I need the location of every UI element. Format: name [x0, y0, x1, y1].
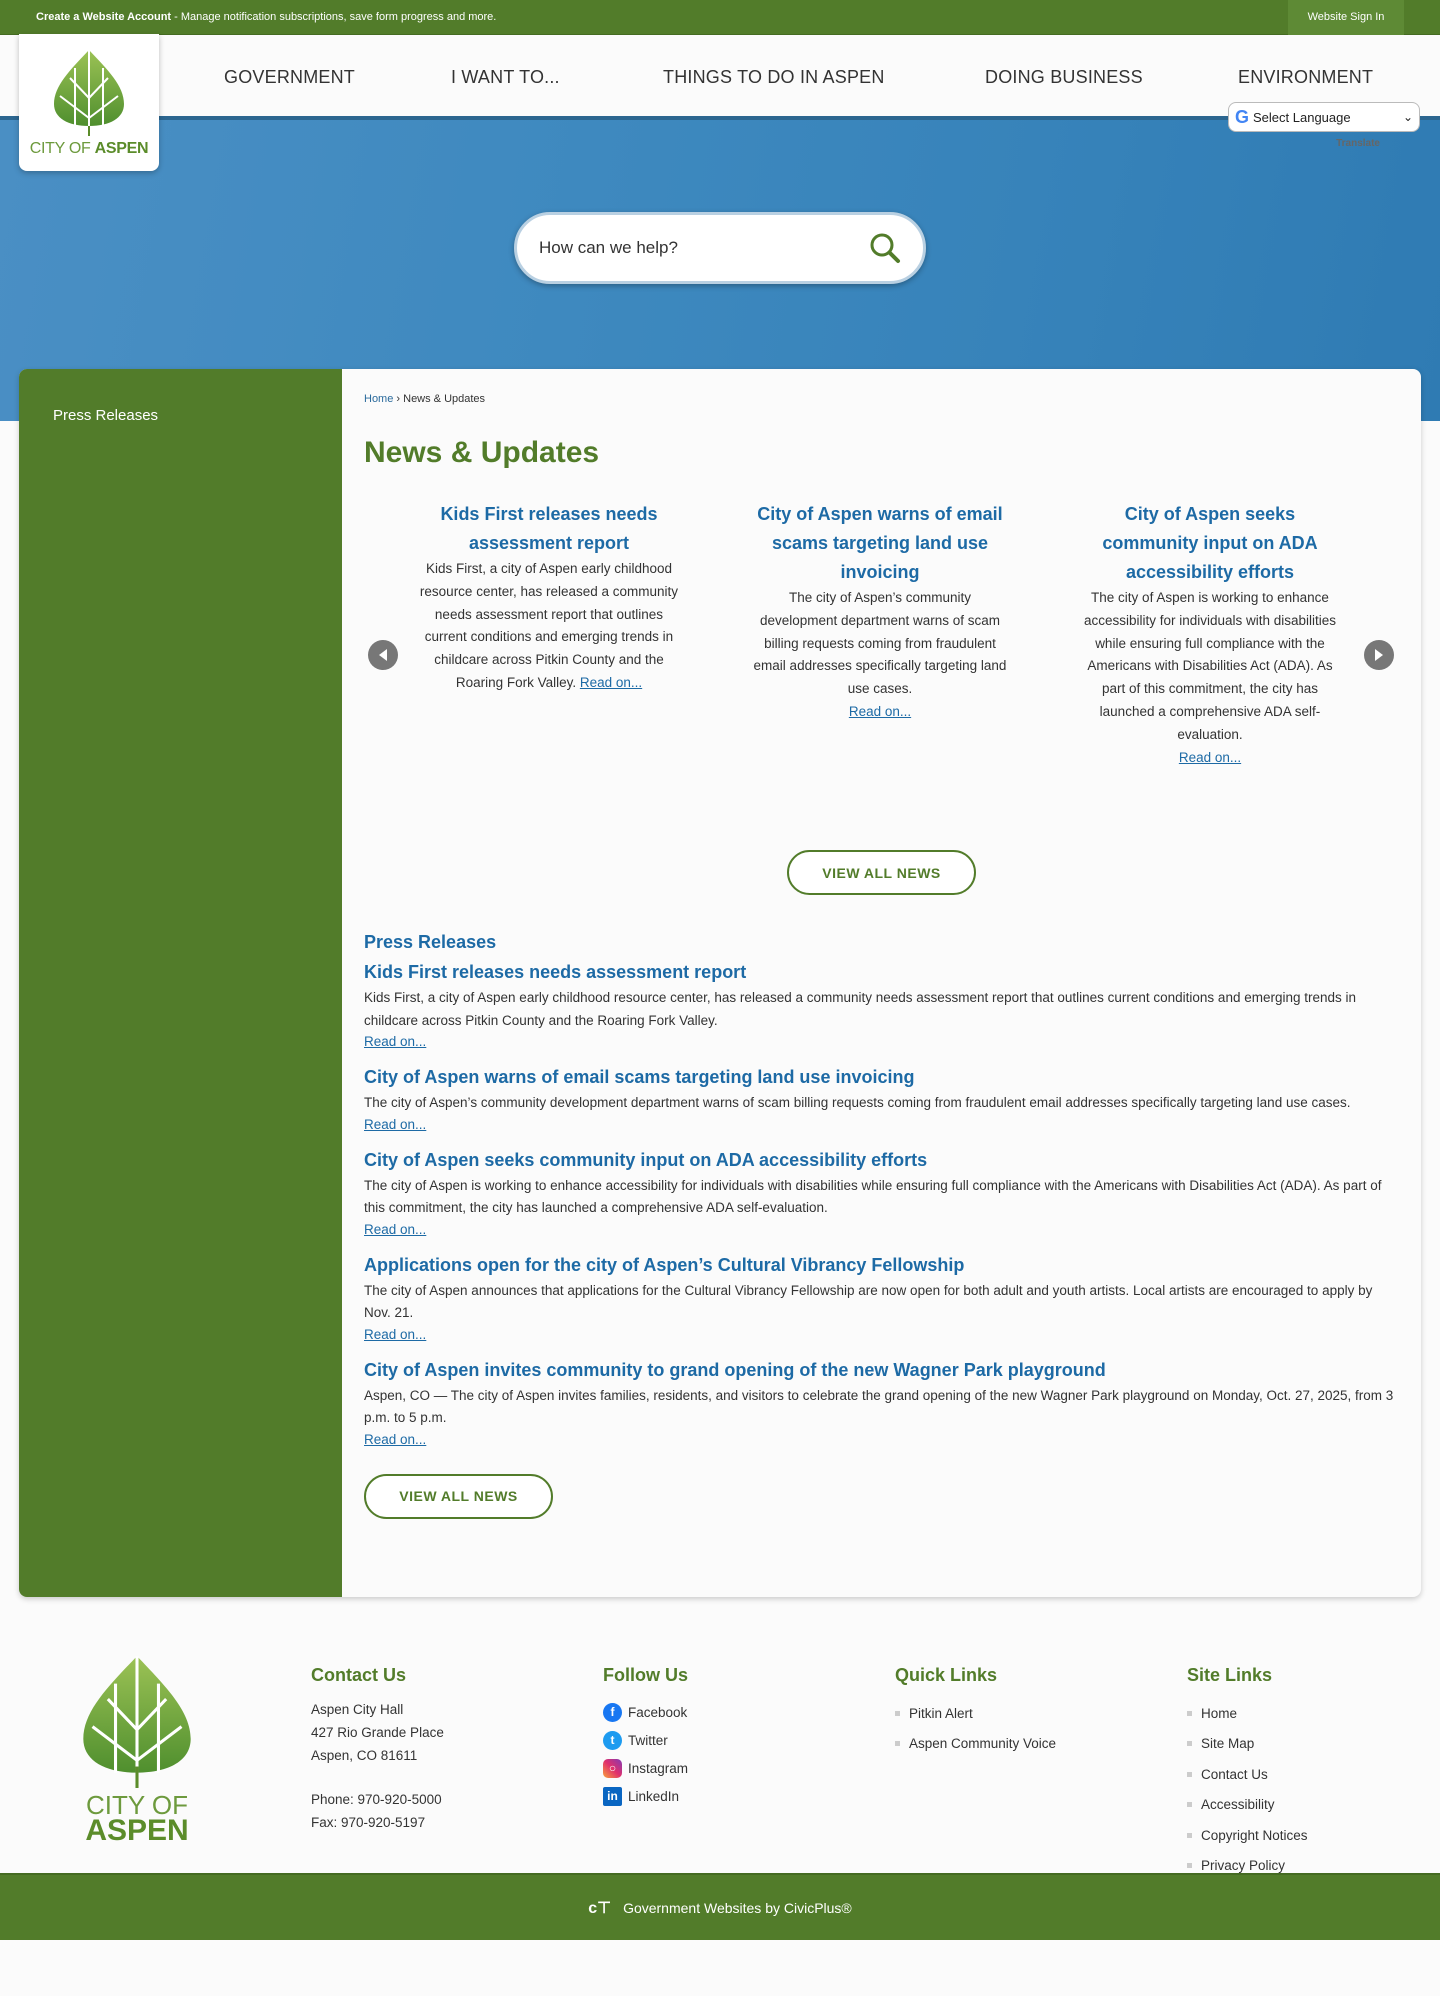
search-icon[interactable]: [869, 232, 901, 264]
social-linkedin[interactable]: in LinkedIn: [603, 1782, 688, 1810]
view-all-news-button-bottom[interactable]: VIEW ALL NEWS: [364, 1474, 553, 1519]
carousel-slide: [418, 500, 680, 695]
nav-doing-business[interactable]: DOING BUSINESS: [985, 67, 1143, 87]
civicplus-bar: [0, 1873, 1440, 1940]
footer-follow-heading: Follow Us: [603, 1665, 688, 1685]
read-on-link[interactable]: Read on...: [364, 1116, 427, 1132]
slide-body: The city of Aspen is working to enhance accessibility for individuals with disabilities while ensuring full compliance with the Americans with Disabilities Act (ADA). As part of this commitment, the city has launched a comprehensive ADA self-evaluation. Read on...: [1083, 590, 1337, 765]
site-search[interactable]: [514, 212, 926, 284]
carousel-slide: [749, 500, 1011, 724]
slide-body: Kids First, a city of Aspen early childhood resource center, has released a community needs assessment report that outlines current conditions and emerging trends in childcare across Pitkin County and the Roaring Fork Valley. Read on...: [419, 561, 679, 690]
instagram-icon: ○: [603, 1759, 622, 1778]
read-on-link[interactable]: Read on...: [364, 1221, 427, 1237]
aspen-leaf-icon: [50, 48, 128, 136]
press-release-item: [364, 959, 1399, 1052]
sidebar-item-press-releases[interactable]: Press Releases: [53, 407, 159, 424]
site-footer: [0, 1597, 1440, 1873]
chevron-down-icon: ⌄: [1402, 110, 1413, 124]
breadcrumb-home[interactable]: Home: [364, 393, 394, 405]
press-release-body: The city of Aspen is working to enhance accessibility for individuals with disabilities while ensuring full compliance with the Americans with Disabilities Act (ADA). As part of this commitment, the city has launched a comprehensive ADA self-evaluation.: [364, 1177, 1382, 1215]
read-on-link[interactable]: Read on...: [579, 674, 643, 690]
nav-i-want-to[interactable]: I WANT TO...: [451, 67, 560, 87]
twitter-icon: t: [603, 1731, 622, 1750]
account-description: - Manage notification subscriptions, save form progress and more.: [171, 11, 497, 23]
social-twitter[interactable]: t Twitter: [603, 1726, 688, 1754]
carousel-next-button[interactable]: [1364, 640, 1394, 670]
footer-quick-links-heading: Quick Links: [895, 1665, 998, 1685]
slide-title[interactable]: City of Aspen seeks community input on ADA accessibility efforts: [1102, 504, 1318, 582]
footer-contact-heading: Contact Us: [311, 1665, 407, 1685]
press-release-body: Kids First, a city of Aspen early childhood resource center, has released a community needs assessment report that outlines current conditions and emerging trends in childcare across Pitkin County and the Roaring Fork Valley.: [364, 990, 1357, 1028]
breadcrumb: [364, 393, 1399, 405]
language-select-label: Select Language: [1253, 109, 1351, 125]
press-release-item: [364, 1357, 1399, 1450]
press-release-title[interactable]: Kids First releases needs assessment report: [364, 962, 747, 982]
sign-in-button[interactable]: Website Sign In: [1288, 0, 1404, 35]
contact-phone: Phone: 970-920-5000: [311, 1792, 442, 1807]
news-carousel: [364, 500, 1399, 848]
search-input[interactable]: How can we help?: [539, 238, 678, 257]
site-link-site-map[interactable]: Site Map: [1187, 1729, 1308, 1760]
press-release-item: [364, 1147, 1399, 1240]
breadcrumb-separator: ›: [393, 393, 404, 405]
press-release-title[interactable]: City of Aspen warns of email scams targeting land use invoicing: [364, 1067, 915, 1087]
read-on-link[interactable]: Read on...: [364, 1431, 427, 1447]
read-on-link[interactable]: Read on...: [364, 1034, 427, 1049]
site-link-copyright[interactable]: Copyright Notices: [1187, 1820, 1308, 1851]
caret-right-icon: [1373, 648, 1385, 662]
footer-follow: [603, 1665, 688, 1810]
press-release-title[interactable]: Applications open for the city of Aspen’s Cultural Vibrancy Fellowship: [364, 1254, 965, 1275]
nav-government[interactable]: GOVERNMENT: [224, 67, 356, 87]
social-facebook[interactable]: f Facebook: [603, 1698, 688, 1726]
account-promo: [36, 11, 496, 23]
logo-text: CITY OF ASPEN: [29, 140, 149, 157]
create-account-link[interactable]: Create a Website Account: [36, 11, 172, 23]
read-on-link[interactable]: Read on...: [848, 703, 912, 719]
caret-left-icon: [377, 648, 389, 662]
press-release-body: The city of Aspen announces that applications for the Cultural Vibrancy Fellowship are now open for both adult and youth artists. Local artists are encouraged to apply by Nov. 21.: [364, 1282, 1373, 1320]
aspen-leaf-icon: [77, 1653, 197, 1788]
footer-site-links-heading: Site Links: [1187, 1665, 1273, 1685]
footer-contact: [311, 1665, 444, 1834]
linkedin-icon: in: [603, 1787, 622, 1806]
google-translate-credit: Translate: [1336, 138, 1380, 149]
site-link-accessibility[interactable]: Accessibility: [1187, 1790, 1308, 1821]
carousel-prev-button[interactable]: [368, 640, 398, 670]
press-release-title[interactable]: City of Aspen seeks community input on ADA accessibility efforts: [364, 1149, 928, 1170]
top-bar: [0, 0, 1440, 35]
press-release-title[interactable]: City of Aspen invites community to grand opening of the new Wagner Park playground: [364, 1359, 1106, 1380]
press-release-item: [364, 1064, 1399, 1135]
press-release-body: Aspen, CO — The city of Aspen invites families, residents, and visitors to celebrate the grand opening of the new Wagner Park playground on Monday, Oct. 27, 2025, from 3 p.m. to 5 p.m.: [364, 1387, 1394, 1425]
site-logo[interactable]: [19, 34, 159, 171]
press-release-item: [364, 1252, 1399, 1345]
quick-link-pitkin-alert[interactable]: Pitkin Alert: [895, 1698, 1056, 1729]
google-icon: G: [1235, 106, 1250, 127]
contact-street: 427 Rio Grande Place: [311, 1725, 444, 1740]
read-on-link[interactable]: Read on...: [1178, 749, 1242, 765]
language-select[interactable]: [1228, 102, 1420, 132]
site-link-privacy[interactable]: Privacy Policy: [1187, 1851, 1308, 1882]
social-instagram[interactable]: ○ Instagram: [603, 1754, 688, 1782]
page-title: News & Updates: [364, 436, 600, 469]
nav-environment[interactable]: ENVIRONMENT: [1238, 67, 1374, 87]
facebook-icon: f: [603, 1703, 622, 1722]
footer-site-links: [1187, 1665, 1308, 1881]
site-link-contact-us[interactable]: Contact Us: [1187, 1759, 1308, 1790]
footer-logo-text: CITY OF ASPEN: [85, 1790, 189, 1847]
contact-city: Aspen, CO 81611: [311, 1748, 418, 1763]
civicplus-link[interactable]: Government Websites by CivicPlus®: [623, 1899, 852, 1916]
read-on-link[interactable]: Read on...: [364, 1326, 427, 1342]
footer-quick-links: [895, 1665, 1056, 1759]
carousel-slide: [1079, 500, 1341, 769]
breadcrumb-current: News & Updates: [403, 393, 486, 405]
quick-link-community-voice[interactable]: Aspen Community Voice: [895, 1729, 1056, 1760]
slide-body: The city of Aspen’s community development department warns of scam billing requests coming from fraudulent email addresses specifically targeting land use cases. Read on...: [753, 590, 1007, 719]
slide-title[interactable]: City of Aspen warns of email scams targeting land use invoicing: [757, 504, 1003, 582]
view-all-news-button[interactable]: VIEW ALL NEWS: [787, 850, 976, 895]
contact-name: Aspen City Hall: [311, 1702, 404, 1717]
press-release-body: The city of Aspen’s community development department warns of scam billing requests coming from fraudulent email addresses specifically targeting land use cases.: [364, 1095, 1351, 1110]
main-content-card: [19, 369, 1421, 1597]
civicplus-icon: ϲ⊤: [588, 1899, 612, 1917]
contact-fax: Fax: 970-920-5197: [311, 1815, 426, 1830]
site-link-home[interactable]: Home: [1187, 1698, 1308, 1729]
content-area: [342, 369, 1421, 1597]
nav-things-to-do[interactable]: THINGS TO DO IN ASPEN: [663, 67, 885, 87]
sidebar: [19, 369, 342, 1597]
slide-title[interactable]: Kids First releases needs assessment report: [440, 504, 658, 553]
footer-logo[interactable]: [74, 1653, 200, 1847]
press-releases-heading: Press Releases: [364, 932, 497, 952]
